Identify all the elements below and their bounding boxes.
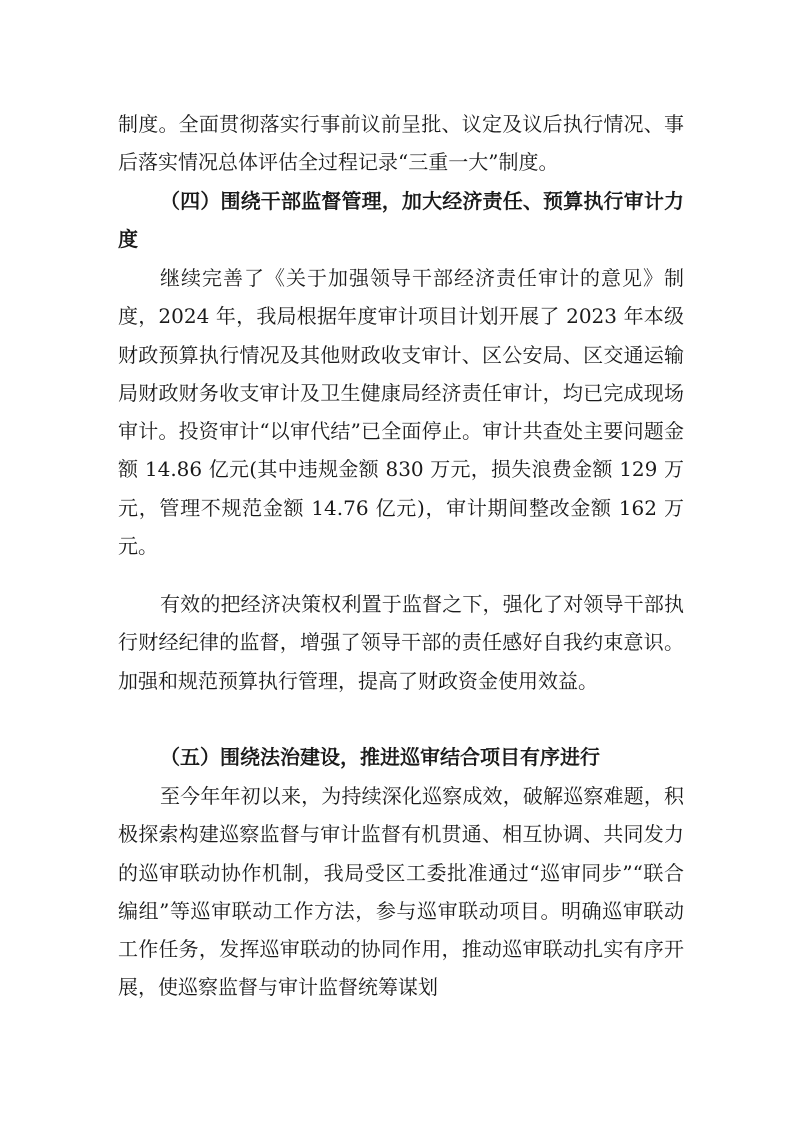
section-heading-4: （四）围绕干部监督管理，加大经济责任、预算执行审计力度	[118, 189, 684, 252]
paragraph-continuation: 制度。全面贯彻落实行事前议前呈批、议定及议后执行情况、事后落实情况总体评估全过程记录“三重一大”制度。	[118, 112, 684, 175]
section-heading-5: （五）围绕法治建设，推进巡审结合项目有序进行	[160, 745, 600, 769]
paragraph-audit-summary: 继续完善了《关于加强领导干部经济责任审计的意见》制度，2024 年，我局根据年度审计项目计划开展了 2023 年本级财政预算执行情况及其他财政收支审计、区公安局、区交通运输局财政财务收支审计及卫生健康局经济责任审计，均已完成现场审计。投资审计“以审代结”已全面停止。审计共查处主要问题金额 14.86 亿元(其中违规金额 830 万元，损失浪费金额 129 万元，管理不规范金额 14.76 亿元)，审计期间整改金额 162 万元。	[118, 266, 684, 559]
paragraph-inspection-audit-linkage: 至今年年初以来，为持续深化巡察成效，破解巡察难题，积极探索构建巡察监督与审计监督有机贯通、相互协调、共同发力的巡审联动协作机制，我局受区工委批准通过“巡审同步”“联合编组”等巡审联动工作方法，参与巡审联动项目。明确巡审联动工作任务，发挥巡审联动的协同作用，推动巡审联动扎实有序开展，使巡察监督与审计监督统筹谋划	[118, 784, 684, 1000]
paragraph-supervision-effect: 有效的把经济决策权利置于监督之下，强化了对领导干部执行财经纪律的监督，增强了领导干部的责任感好自我约束意识。加强和规范预算执行管理，提高了财政资金使用效益。	[118, 592, 684, 693]
